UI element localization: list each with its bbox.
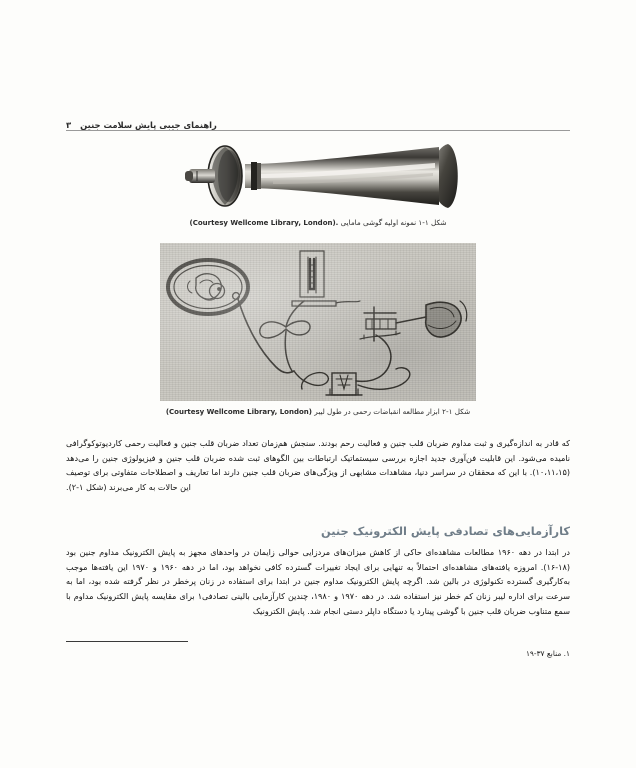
pinard-fetal-stethoscope-illustration [173, 140, 463, 212]
footnote [66, 648, 570, 659]
figure-1-1-image [66, 140, 570, 212]
header-divider-rule [66, 130, 570, 131]
figure-1-1-caption-fa: شکل ۱-۱ نمونه اولیه گوشی مامایی [340, 218, 447, 227]
section-heading: کارآزمایی‌های تصادفی پایش الکترونیک جنین [320, 524, 570, 538]
footnote-text: منابع ۳۷-۱۹ [525, 649, 562, 658]
figure-1-1 [66, 140, 570, 229]
figure-1-2-caption-credit: (Courtesy Wellcome Library, London) [165, 408, 312, 416]
footnote-marker: ۱. [563, 649, 570, 658]
body-paragraph-1: که قادر به اندازه‌گیری و ثبت مداوم ضربان قلب جنین و فعالیت رحم بودند. سنجش هم‌زمان تعداد ضربان قلب جنین و فعالیت رحمی کاردیوتوکوگرافی نامیده می‌شود. این قابلیت فن‌آوری جدید اجازه بررسی سیستماتیک ارتباطات بین الگوهای ثبت شده ضربان قلب جنین و فیزیولوژی جنین را می‌دهد (۱۰،۱۱،۱۵). با این که محققان در سراسر دنیا، مشاهدات مشابهی از ویژگی‌های ضربان قلب جنین دارند اما تعاریف و اصطلاحات متفاوتی برای توصیف این حالات به کار می‌برند (شکل ۱-۲). [66, 438, 570, 493]
running-header [66, 108, 570, 130]
tocodynamometer-apparatus-photograph [160, 243, 476, 401]
body-paragraph-1-container [66, 436, 570, 495]
tocodynamometer-line-drawing [160, 243, 476, 401]
book-running-title: راهنمای جیبی پایش سلامت جنین [80, 120, 217, 130]
figure-1-1-caption [66, 218, 570, 229]
figure-1-2-caption [66, 407, 570, 418]
figure-1-2-caption-fa: شکل ۱-۲ ابزار مطالعه انقباضات رحمی در طول لیبر [314, 407, 471, 416]
figure-1-2-image [66, 243, 570, 401]
figure-1-2 [66, 243, 570, 418]
footnote-separator-rule [66, 641, 188, 642]
page-number: ۳ [66, 120, 72, 130]
section-heading-container [66, 515, 570, 543]
figure-1-1-caption-credit: (Courtesy Wellcome Library, London). [189, 219, 339, 227]
body-paragraph-2: در ابتدا در دهه ۱۹۶۰ مطالعات مشاهده‌ای حاکی از کاهش میزان‌های مردزایی حوالی زایمان در واحدهای مجهز به پایش الکترونیک مداوم جنین بود (۱۸-۱۶). امروزه یافته‌های مشاهده‌ای احتمالاً به تنهایی برای ایجاد تغییرات گسترده کافی نخواهد بود، اما در دهه ۱۹۶۰ و ۱۹۷۰ این یافته‌ها موجب به‌کارگیری گسترده تکنولوژی در بالین شد. اگرچه پایش الکترونیک مداوم جنین در ابتدا برای استفاده در زنان پرخطر در نظر گرفته شده بود، اما به سرعت برای اداره لیبر زنان کم خطر نیز استفاده شد. در دهه ۱۹۷۰ و ۱۹۸۰، چندین کارآزمایی بالینی تصادفی۱ برای مقایسه پایش الکترونیک مداوم با سمع متناوب ضربان قلب جنین با گوشی پینارد یا دستگاه داپلر دستی انجام شد. پایش الکترونیک [66, 547, 571, 616]
body-paragraph-2-container [66, 545, 570, 619]
